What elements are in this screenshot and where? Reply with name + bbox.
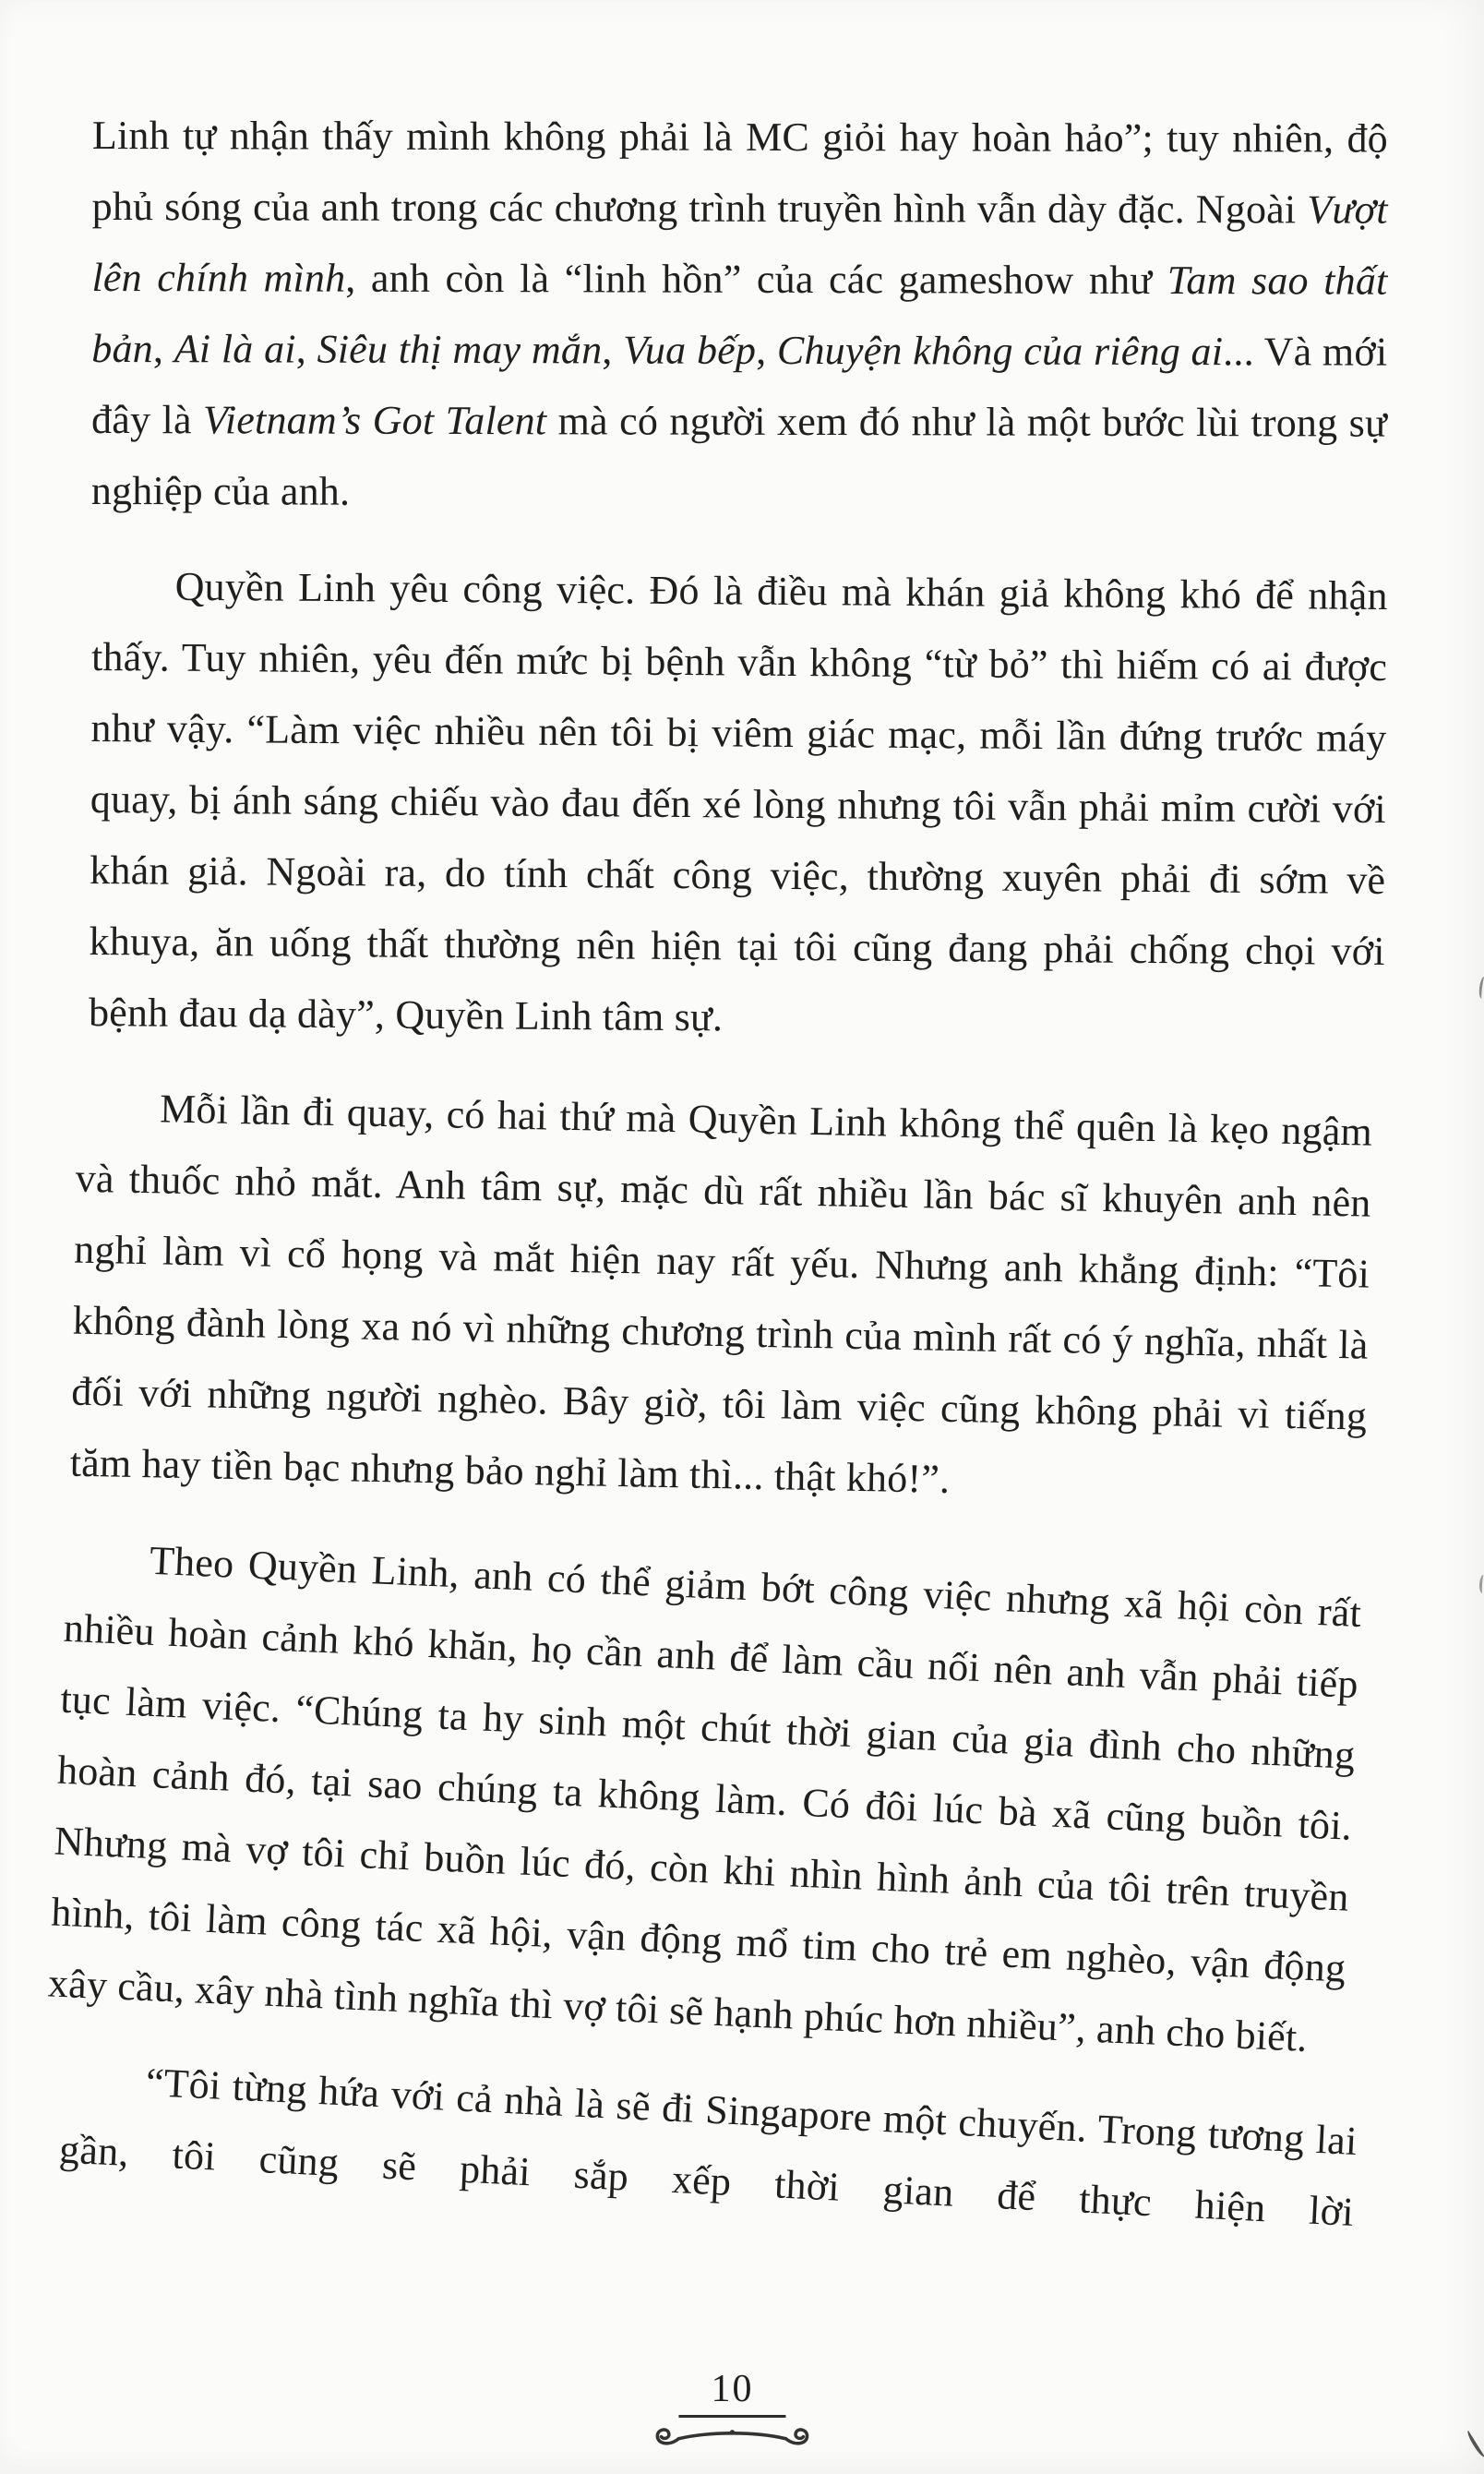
work-title-italic: Tam sao thất bản (91, 258, 1388, 372)
text-run: , (602, 327, 624, 373)
page-number-rule (678, 2415, 785, 2418)
paragraph (91, 100, 1388, 530)
text-run: mà có người xem đó như là một bước lùi trong sự nghiệp của anh. (90, 398, 1388, 514)
text-run: Quyền Linh yêu công việc. Đó là điều mà khán giả không khó để nhận thấy. Tuy nhiên, yêu đến mức bị bệnh vẫn không “từ bỏ” thì hiếm có ai được như vậy. “Làm việc nhiều nên tôi bị viêm giác mạc, mỗi lần đứng trước máy quay, bị ánh sáng chiếu vào đau đến xé lòng nhưng tôi vẫn phải mỉm cười với khán giả. Ngoài ra, do tính chất công việc, thường xuyên phải đi sớm về khuya, ăn uống thất thường nên hiện tại tôi cũng đang phải chống chọi với bệnh đau dạ dày”, Quyền Linh tâm sự. (88, 563, 1388, 1040)
text-run: Theo Quyền Linh, anh có thể giảm bớt công việc nhưng xã hội còn rất nhiều hoàn cảnh khó khăn, họ cần anh để làm cầu nối nên anh vẫn phải tiếp tục làm việc. “Chúng ta hy sinh một chút thời gian của gia đình cho những hoàn cảnh đó, tại sao chúng ta không làm. Có đôi lúc bà xã cũng buồn tôi. Nhưng mà vợ tôi chỉ buồn lúc đó, còn khi nhìn hình ảnh của tôi trên truyền hình, tôi làm công tác xã hội, vận động mổ tim cho trẻ em nghèo, vận động xây cầu, xây nhà tình nghĩa thì vợ tôi sẽ hạnh phúc hơn nhiều”, anh cho biết. (47, 1537, 1363, 2060)
page-number: 10 (711, 2368, 754, 2410)
text-run: Mỗi lần đi quay, có hai thứ mà Quyền Linh không thể quên là kẹo ngậm và thuốc nhỏ mắt. Anh tâm sự, mặc dù rất nhiều lần bác sĩ khuyên anh nên nghỉ làm vì cổ họng và mắt hiện nay rất yếu. Nhưng anh khẳng định: “Tôi không đành lòng xa nó vì những chương trình của mình rất có ý nghĩa, nhất là đối với những người nghèo. Bây giờ, tôi làm việc cũng không phải vì tiếng tăm hay tiền bạc nhưng bảo nghỉ làm thì... thật khó!”. (69, 1086, 1373, 1502)
page-body (47, 100, 1388, 2235)
text-run: “Tôi từng hứa với cả nhà là sẽ đi Singapore một chuyến. Trong tương lai gần, tôi cũng sẽ phải sắp xếp thời gian để thực hiện lời (58, 2059, 1358, 2235)
paragraph (47, 1521, 1363, 2075)
scan-artifact (1478, 1575, 1484, 1594)
flourish-ornament-icon (651, 2420, 813, 2454)
work-title-italic: Ai là ai (174, 326, 296, 372)
paragraph (58, 2043, 1359, 2248)
work-title-italic: Vietnam’s Got Talent (203, 397, 547, 444)
work-title-italic: Vượt lên chính mình (91, 186, 1388, 301)
text-run: Linh tự nhận thấy mình không phải là MC giỏi hay hoàn hảo”; tuy nhiên, độ phủ sóng của anh trong các chương trình truyền hình vẫn dày đặc. Ngoài (91, 112, 1388, 233)
work-title-italic: Chuyện không của riêng ai (776, 327, 1224, 375)
work-title-italic: Siêu thị may mắn (317, 326, 603, 373)
scan-artifact (1466, 2428, 1484, 2458)
scan-artifact (1478, 977, 1484, 1000)
page-footer (651, 2367, 813, 2454)
text-run: , anh còn là “linh hồn” của các gameshow như (345, 255, 1167, 304)
text-run: ... Và mới đây là (91, 329, 1388, 443)
paragraph (89, 550, 1388, 1058)
work-title-italic: Vua bếp (623, 327, 757, 373)
text-run: , (295, 326, 317, 372)
paragraph (69, 1072, 1373, 1523)
text-run: , (152, 326, 174, 372)
text-run: , (756, 327, 778, 373)
